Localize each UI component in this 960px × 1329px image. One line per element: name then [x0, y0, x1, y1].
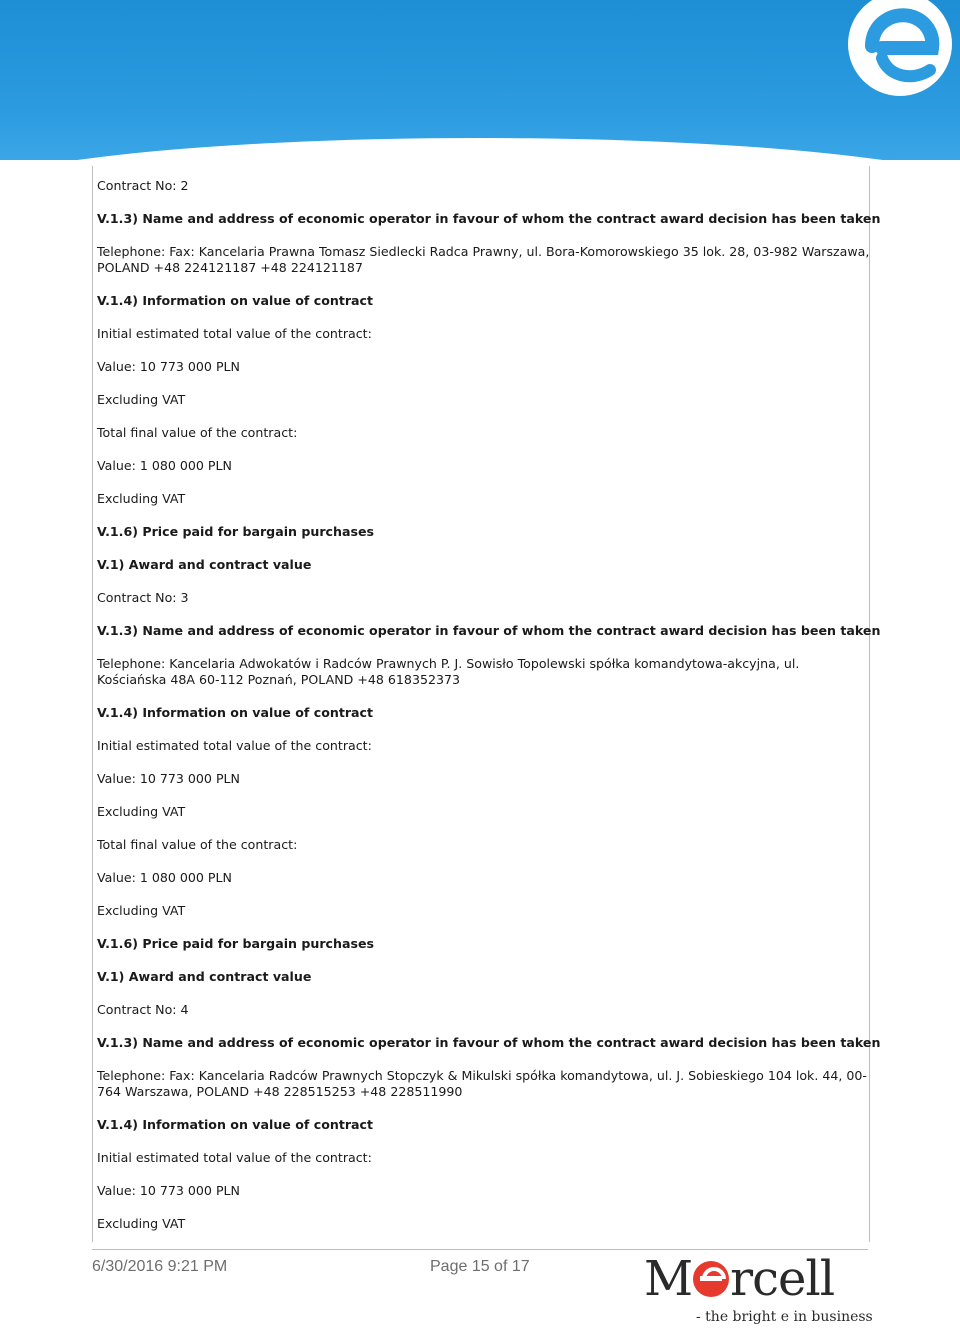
document-text: Initial estimated total value of the contract: — [97, 326, 372, 341]
section-heading: V.1) Award and contract value — [97, 557, 312, 572]
section-heading: V.1.6) Price paid for bargain purchases — [97, 936, 375, 951]
document-text: Value: 10 773 000 PLN — [97, 771, 240, 786]
e-logo-icon — [842, 0, 952, 108]
header-band — [0, 0, 960, 160]
document-text: Excluding VAT — [97, 1216, 186, 1231]
document-text: Telephone: Kancelaria Adwokatów i Radców Prawnych P. J. Sowisło Topolewski spółka komandytowa-akcyjna, ul. Kościańska 48A 60-112 Poznań, POLAND +48 618352373 — [97, 656, 800, 687]
document-text: Total final value of the contract: — [97, 425, 298, 440]
document-text: Value: 10 773 000 PLN — [97, 359, 240, 374]
document-text: Value: 1 080 000 PLN — [97, 458, 232, 473]
brand-tagline: - the bright e in business — [696, 1309, 873, 1325]
section-heading: V.1.3) Name and address of economic operator in favour of whom the contract award decision has been taken — [97, 211, 881, 226]
header-curve — [0, 138, 960, 160]
document-text: Initial estimated total value of the contract: — [97, 1150, 372, 1165]
section-heading: V.1.4) Information on value of contract — [97, 293, 374, 308]
document-text: Total final value of the contract: — [97, 837, 298, 852]
footer-date: 6/30/2016 9:21 PM — [92, 1258, 228, 1275]
document-text: Contract No: 4 — [97, 1002, 189, 1017]
marcell-logo — [644, 1251, 873, 1325]
document-text: Value: 1 080 000 PLN — [97, 870, 232, 885]
document-body — [97, 178, 881, 1232]
section-heading: V.1) Award and contract value — [97, 969, 312, 984]
document-text: Contract No: 2 — [97, 178, 189, 193]
document-text: Excluding VAT — [97, 804, 186, 819]
document-text: Excluding VAT — [97, 903, 186, 918]
document-text: Telephone: Fax: Kancelaria Prawna Tomasz Siedlecki Radca Prawny, ul. Bora-Komorowskiego 35 lok. 28, 03-982 Warszawa, POLAND +48 224121187 +48 224121187 — [97, 244, 870, 275]
section-heading: V.1.3) Name and address of economic operator in favour of whom the contract award decision has been taken — [97, 1035, 881, 1050]
section-heading: V.1.4) Information on value of contract — [97, 705, 374, 720]
footer-page-number: Page 15 of 17 — [430, 1258, 530, 1275]
document-text: Contract No: 3 — [97, 590, 189, 605]
document-text: Excluding VAT — [97, 491, 186, 506]
document-text: Value: 10 773 000 PLN — [97, 1183, 240, 1198]
document-text: Telephone: Fax: Kancelaria Radców Prawnych Stopczyk & Mikulski spółka komandytowa, ul. J. Sobieskiego 104 lok. 44, 00-764 Warszawa, POLAND +48 228515253 +48 228511990 — [97, 1068, 867, 1099]
document-text: Excluding VAT — [97, 392, 186, 407]
brand-name: M rcell — [644, 1251, 835, 1307]
footer-divider — [92, 1249, 868, 1250]
brand-e-icon — [693, 1261, 729, 1297]
section-heading: V.1.3) Name and address of economic operator in favour of whom the contract award decision has been taken — [97, 623, 881, 638]
section-heading: V.1.6) Price paid for bargain purchases — [97, 524, 375, 539]
document-text: Initial estimated total value of the contract: — [97, 738, 372, 753]
section-heading: V.1.4) Information on value of contract — [97, 1117, 374, 1132]
